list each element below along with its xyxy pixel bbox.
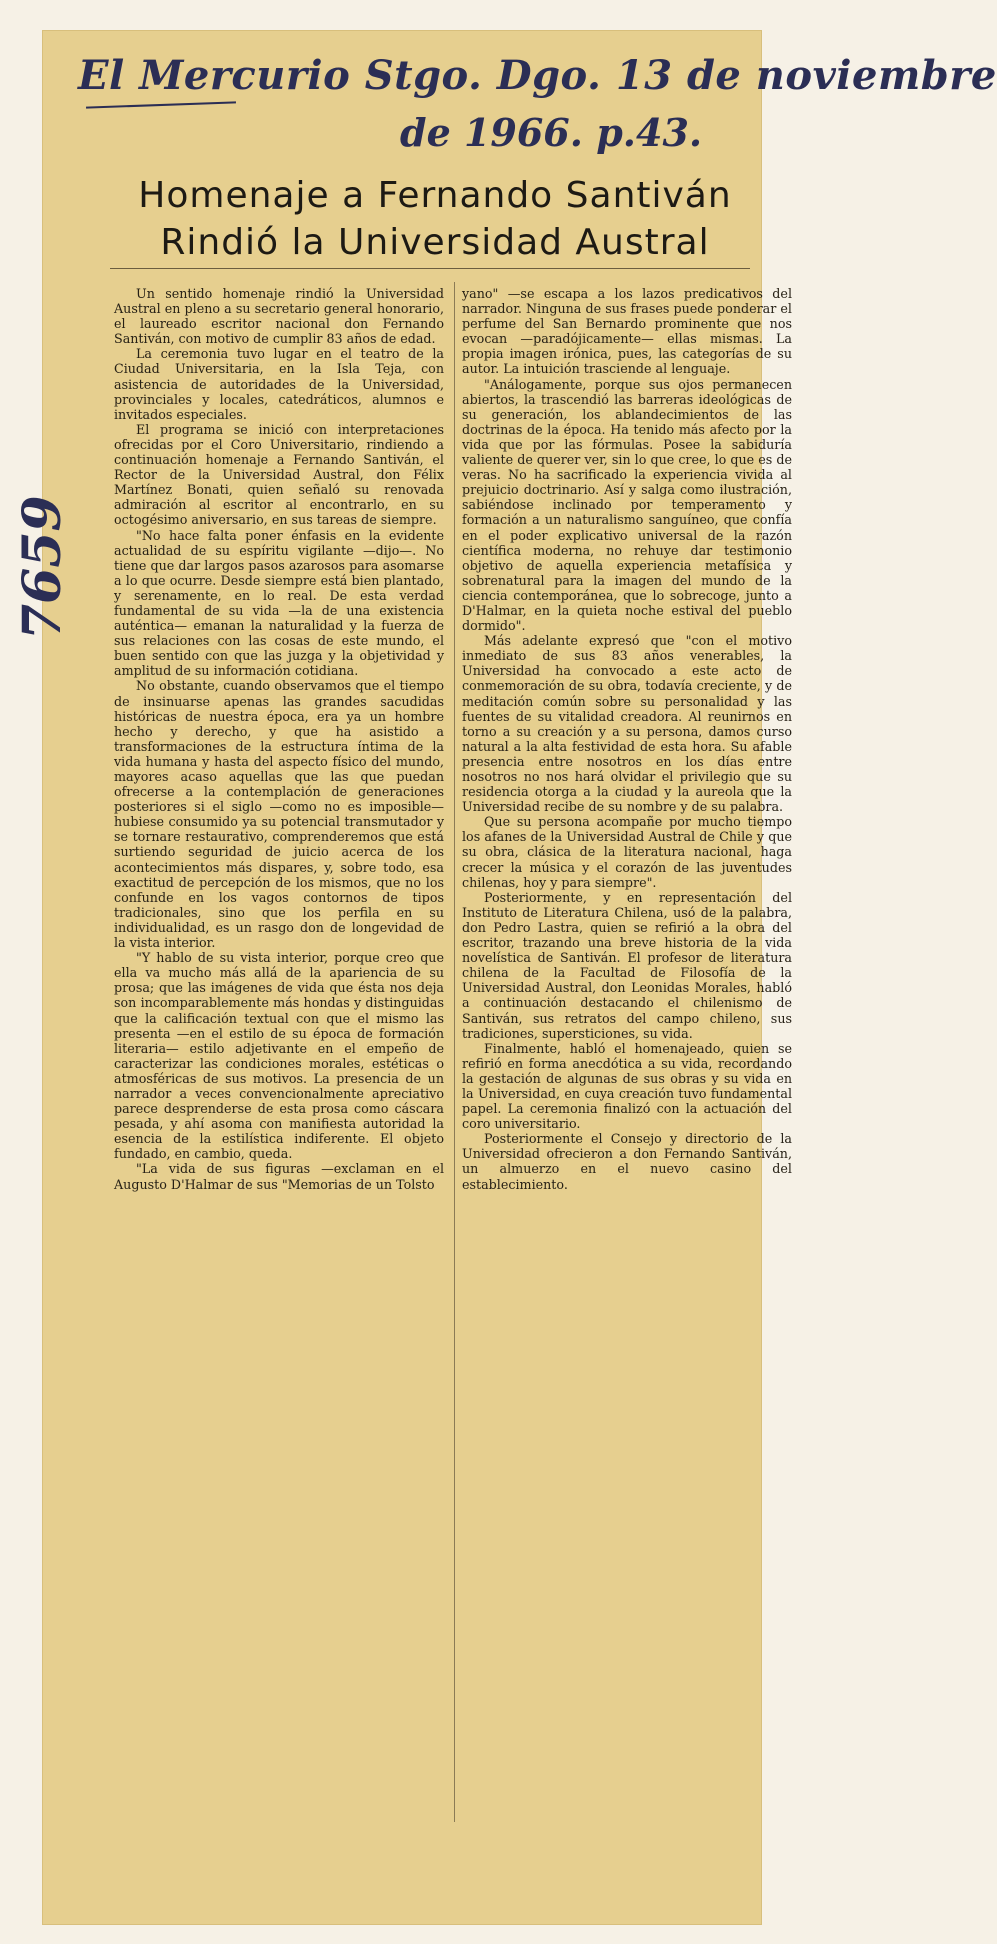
handwritten-date-note: de 1966. p.43. xyxy=(400,110,703,155)
column-divider xyxy=(454,282,455,1822)
headline-rule xyxy=(110,268,750,269)
paragraph: Posteriormente el Consejo y directorio de la Universidad ofrecieron a don Fernando Santiván, un almuerzo en el nuevo casino del establecimiento. xyxy=(462,1131,792,1192)
handwritten-source-note: El Mercurio Stgo. Dgo. 13 de noviembre xyxy=(78,52,997,99)
paragraph: "La vida de sus figuras —exclaman en el Augusto D'Halmar de sus "Memorias de un Tolsto xyxy=(114,1161,444,1192)
article-column-1 xyxy=(114,286,444,1886)
headline-line-2: Rindió la Universidad Austral xyxy=(160,222,710,263)
paragraph: Que su persona acompañe por mucho tiempo los afanes de la Universidad Austral de Chile y que su obra, clásica de la literatura nacional, haga crecer la música y el corazón de las juventudes chilenas, hoy y para siempre". xyxy=(462,814,792,890)
paragraph: Finalmente, habló el homenajeado, quien se refirió en forma anecdótica a su vida, recordando la gestación de algunas de sus obras y su vida en la Universidad, en cuya creación tuvo fundamental papel. La ceremonia finalizó con la actuación del coro universitario. xyxy=(462,1040,792,1132)
paragraph: "Y hablo de su vista interior, porque creo que ella va mucho más allá de la apariencia de su prosa; que las imágenes de vida que ésta nos deja son incomparablemente más hondas y distinguidas que la calificación textual con que el mismo las presenta —en el estilo de su época de formación literaria— estilo adjetivante en el empeño de caracterizar las condiciones morales, estéticas o atmosféricas de sus motivos. La presencia de un narrador a veces convencionalmente apreciativo parece desprenderse de esta prosa como cáscara pesada, y ahí asoma con manifiesta autoridad la esencia de la estilística indiferente. El objeto fundado, en cambio, queda. xyxy=(114,950,444,1162)
paragraph: Más adelante expresó que "con el motivo inmediato de sus 83 años venerables, la Universidad ha convocado a este acto de conmemoración de su obra, todavía creciente, y de meditación común sobre su personalidad y las fuentes de su vitalidad creadora. Al reunirnos en torno a su creación y a su persona, damos curso natural a la alta festividad de esta hora. Su afable presencia entre nosotros en los días entre nosotros no nos hará olvidar el privilegio que su residencia otorga a la ciudad y la aureola que la Universidad recibe de su nombre y de su palabra. xyxy=(462,633,792,815)
headline-line-1: Homenaje a Fernando Santiván xyxy=(138,175,732,216)
paragraph: Un sentido homenaje rindió la Universidad Austral en pleno a su secretario general honorario, el laureado escritor nacional don Fernando Santiván, con motivo de cumplir 83 años de edad. xyxy=(114,286,444,347)
paragraph: Posteriormente, y en representación del Instituto de Literatura Chilena, usó de la palabra, don Pedro Lastra, quien se refirió a la obra del escritor, trazando una breve historia de la vida novelística de Santiván. El profesor de literatura chilena de la Facultad de Filosofía de la Universidad Austral, don Leonidas Morales, habló a continuación destacando el chilenismo de Santiván, sus retratos del campo chileno, sus tradiciones, supersticiones, su vida. xyxy=(462,889,792,1041)
article-headline xyxy=(110,172,760,266)
paragraph: "Análogamente, porque sus ojos permanecen abiertos, la trascendió las barreras ideológicas de su generación, los ablandecimientos de las doctrinas de la época. Ha tenido más afecto por la vida que por las fórmulas. Posee la sabiduría valiente de querer ver, sin lo que cree, lo que es de veras. No ha sacrificado la experiencia vivida al prejuicio doctrinario. Así y salga como ilustración, sabiéndose inclinado por temperamento y formación a un naturalismo sanguíneo, que confía en el poder explicativo universal de la razón científica moderna, no rehuye dar testimonio objetivo de aquella experiencia metafísica y sobrenatural para la imagen del mundo de la ciencia contemporánea, que lo sobrecoge, junto a D'Halmar, en la quieta noche estival del pueblo dormido". xyxy=(462,376,792,634)
paragraph: El programa se inició con interpretaciones ofrecidas por el Coro Universitario, rindiendo a continuación homenaje a Fernando Santiván, el Rector de la Universidad Austral, don Félix Martínez Bonati, quien señaló su renovada admiración al escritor al encontrarlo, en su octogésimo aniversario, en sus tareas de siempre. xyxy=(114,421,444,528)
handwritten-archive-number: 7659 xyxy=(12,495,73,640)
paragraph: No obstante, cuando observamos que el tiempo de insinuarse apenas las grandes sacudidas históricas de nuestra época, era ya un hombre hecho y derecho, y que ha asistido a transformaciones de la estructura íntima de la vida humana y hasta del aspecto físico del mundo, mayores acaso aquellas que las que puedan ofrecerse a la contemplación de generaciones posteriores si el siglo —como no es imposible— hubiese consumido ya su potencial transmutador y se tornare restaurativo, comprenderemos que está surtiendo seguridad de juicio acerca de los acontecimientos más dispares, y, sobre todo, esa exactitud de percepción de los mismos, que no los confunde en los vagos contornos de tipos tradicionales, sino que los perfila en su individualidad, es un rasgo don de longevidad de la vista interior. xyxy=(114,678,444,951)
paragraph: La ceremonia tuvo lugar en el teatro de la Ciudad Universitaria, en la Isla Teja, con asistencia de autoridades de la Universidad, provinciales y locales, catedráticos, alumnos e invitados especiales. xyxy=(114,346,444,422)
paragraph: "No hace falta poner énfasis en la evidente actualidad de su espíritu vigilante —dijo—. No tiene que dar largos pasos azarosos para asomarse a lo que ocurre. Desde siempre está bien plantado, y serenamente, en lo real. De esta verdad fundamental de su vida —la de una existencia auténtica— emanan la naturalidad y la fuerza de sus relaciones con las cosas de este mundo, el buen sentido con que las juzga y la objetividad y amplitud de su información cotidiana. xyxy=(114,527,444,679)
paragraph: yano" —se escapa a los lazos predicativos del narrador. Ninguna de sus frases puede ponderar el perfume del San Bernardo prominente que nos evocan —paradójicamente— ellas mismas. La propia imagen irónica, pues, las categorías de su autor. La intuición trasciende al lenguaje. xyxy=(462,286,792,377)
article-column-2 xyxy=(462,286,792,1886)
